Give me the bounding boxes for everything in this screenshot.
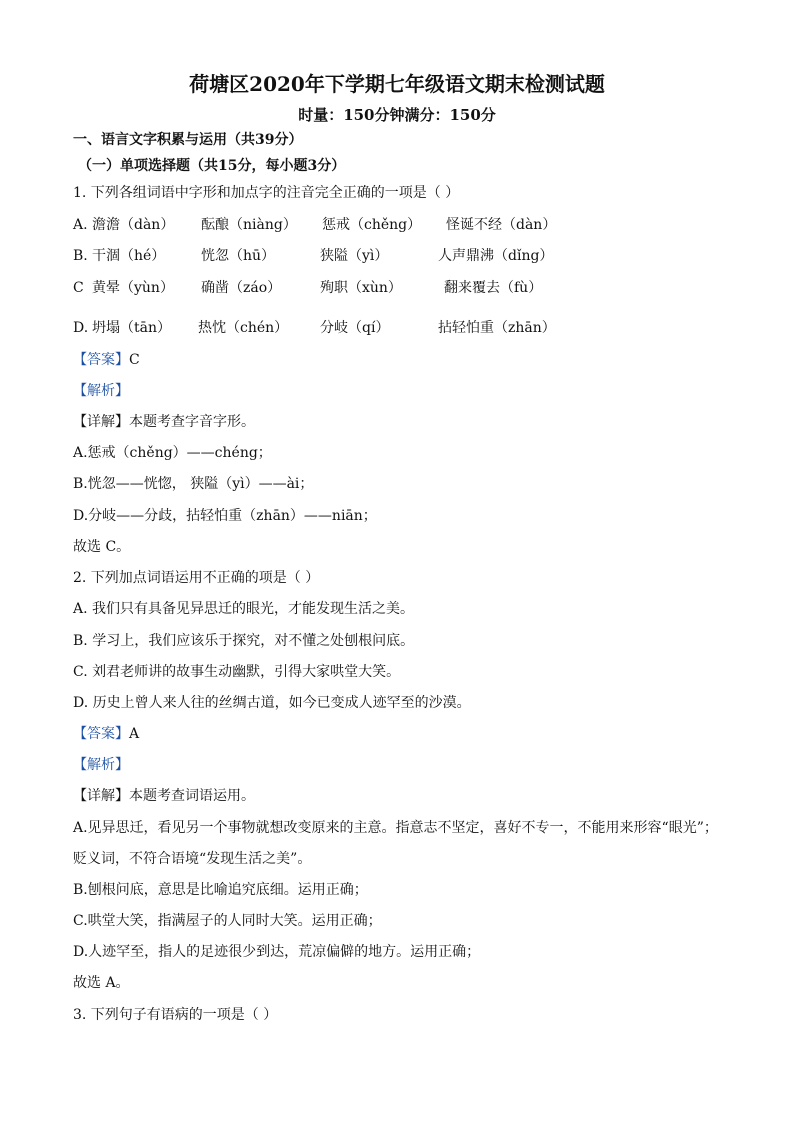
explanation-line: A.惩戒（chěng）——chéng； bbox=[73, 445, 272, 461]
detail-text: 本题考查词语运用。 bbox=[129, 788, 255, 804]
detail-line bbox=[73, 787, 255, 805]
option-item: 确凿（záo） bbox=[201, 280, 282, 296]
option-item: 惩戒（chěng） bbox=[322, 217, 422, 233]
option-item: 分岐（qí） bbox=[320, 320, 390, 336]
option-item: 拈轻怕重（zhān） bbox=[438, 320, 556, 336]
explanation-line: B.恍忽——恍惚， 狭隘（yì）——ài； bbox=[73, 476, 314, 492]
option-label: A. bbox=[73, 217, 88, 233]
detail-text: 本题考查字音字形。 bbox=[129, 414, 255, 430]
option-item: 翻来覆去（fù） bbox=[444, 280, 543, 296]
detail-tag: 【详解】 bbox=[73, 414, 129, 430]
explanation-line: A.见异思迁，看见另一个事物就想改变原来的主意。指意志不坚定，喜好不专一，不能用来形容“眼光”； bbox=[73, 820, 718, 836]
analysis-tag: 【解析】 bbox=[73, 757, 129, 773]
question-2-option: B. 学习上，我们应该乐于探究，对不懂之处刨根问底。 bbox=[73, 633, 415, 649]
answer-value: C bbox=[129, 352, 140, 368]
question-3-stem: 3. 下列句子有语病的一项是（ ） bbox=[73, 1007, 278, 1023]
question-2-stem: 2. 下列加点词语运用不正确的项是（ ） bbox=[73, 570, 320, 586]
answer-line bbox=[73, 351, 140, 369]
option-label: D. bbox=[73, 320, 89, 336]
option-item: 怪诞不经（dàn） bbox=[446, 217, 557, 233]
option-label: B. bbox=[73, 248, 88, 264]
detail-tag: 【详解】 bbox=[73, 788, 129, 804]
question-2-option: D. 历史上曾人来人往的丝绸古道，如今已变成人迹罕至的沙漠。 bbox=[73, 695, 471, 711]
option-item: 澹澹（dàn） bbox=[92, 217, 175, 233]
option-item: 殉职（xùn） bbox=[320, 280, 402, 296]
explanation-line: 贬义词，不符合语境“发现生活之美”。 bbox=[73, 851, 312, 867]
section-heading: 一、语言文字积累与运用（共39分） bbox=[73, 132, 303, 148]
explanation-line: D.分岐——分歧，拈轻怕重（zhān）——niān； bbox=[73, 508, 377, 524]
explanation-line: B.刨根问底，意思是比喻追究底细。运用正确； bbox=[73, 882, 368, 898]
detail-line bbox=[73, 413, 255, 431]
question-2-option: C. 刘君老师讲的故事生动幽默，引得大家哄堂大笑。 bbox=[73, 664, 401, 680]
question-2-option: A. 我们只有具备见异思迁的眼光，才能发现生活之美。 bbox=[73, 601, 415, 617]
question-1-stem: 1. 下列各组词语中字形和加点字的注音完全正确的一项是（ ） bbox=[73, 185, 460, 201]
analysis-tag: 【解析】 bbox=[73, 383, 129, 399]
option-item: 恍忽（hū） bbox=[201, 248, 276, 264]
option-label: C bbox=[73, 280, 84, 296]
answer-value: A bbox=[129, 726, 140, 742]
option-item: 黄晕（yùn） bbox=[92, 280, 174, 296]
subsection-heading: （一）单项选择题（共15分，每小题3分） bbox=[78, 158, 346, 174]
explanation-line: 故选 A。 bbox=[73, 975, 130, 991]
answer-tag: 【答案】 bbox=[73, 352, 129, 368]
page-subtitle: 时量：150分钟满分：150分 bbox=[298, 106, 496, 124]
answer-tag: 【答案】 bbox=[73, 726, 129, 742]
explanation-line: C.哄堂大笑，指满屋子的人同时大笑。运用正确； bbox=[73, 913, 382, 929]
answer-line bbox=[73, 725, 139, 743]
option-item: 狭隘（yì） bbox=[320, 248, 389, 264]
option-item: 酝酿（niàng） bbox=[201, 217, 297, 233]
explanation-line: D.人迹罕至，指人的足迹很少到达，荒凉偏僻的地方。运用正确； bbox=[73, 944, 481, 960]
option-item: 人声鼎沸（dǐng） bbox=[438, 248, 554, 264]
explanation-line: 故选 C。 bbox=[73, 539, 131, 555]
option-item: 干涸（hé） bbox=[92, 248, 166, 264]
option-item: 热忱（chén） bbox=[198, 320, 289, 336]
option-item: 坍塌（tān） bbox=[92, 320, 171, 336]
page-title: 荷塘区2020年下学期七年级语文期末检测试题 bbox=[189, 72, 605, 96]
